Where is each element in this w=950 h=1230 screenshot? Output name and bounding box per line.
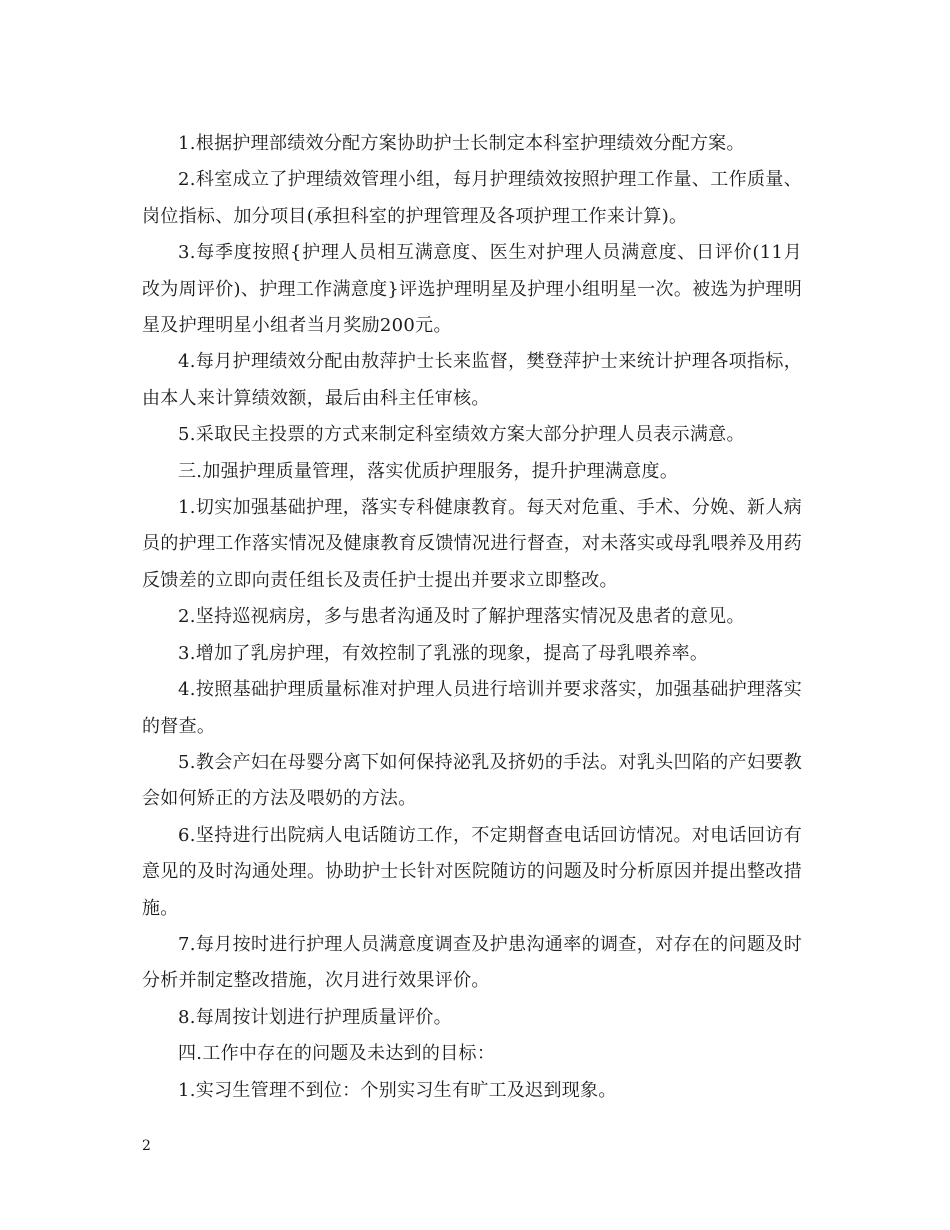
paragraph-1: 1.根据护理部绩效分配方案协助护士长制定本科室护理绩效分配方案。: [178, 133, 745, 154]
paragraph-4: 4.每月护理绩效分配由敖萍护士长来监督，樊登萍护士来统计护理各项指标，由本人来计算绩效额，最后由科主任审核。: [142, 351, 802, 409]
paragraph-5: 5.采取民主投票的方式来制定科室绩效方案大部分护理人员表示满意。: [178, 424, 745, 446]
section-heading-3: 三.加强护理质量管理，落实优质护理服务，提升护理满意度。: [178, 460, 679, 482]
document-body: [142, 126, 802, 1109]
paragraph-10: 5.教会产妇在母婴分离下如何保持泌乳及挤奶的手法。对乳头凹陷的产妇要教会如何矫正的方法及喂奶的方法。: [142, 751, 802, 810]
paragraph-14: 1.实习生管理不到位：个别实习生有旷工及迟到现象。: [178, 1079, 617, 1101]
paragraph-7: 2.坚持巡视病房，多与患者沟通及时了解护理落实情况及患者的意见。: [178, 606, 745, 628]
paragraph-13: 8.每周按计划进行护理质量评价。: [178, 1006, 452, 1028]
paragraph-8: 3.增加了乳房护理，有效控制了乳涨的现象，提高了母乳喂养率。: [178, 642, 709, 664]
paragraph-11: 6.坚持进行出院病人电话随访工作，不定期督查电话回访情况。对电话回访有意见的及时沟通处理。协助护士长针对医院随访的问题及时分析原因并提出整改措施。: [142, 824, 802, 919]
paragraph-12: 7.每月按时进行护理人员满意度调查及护患沟通率的调查，对存在的问题及时分析并制定整改措施，次月进行效果评价。: [142, 933, 802, 992]
section-heading-4: 四.工作中存在的问题及未达到的目标：: [178, 1043, 496, 1065]
paragraph-9: 4.按照基础护理质量标准对护理人员进行培训并要求落实，加强基础护理落实的督查。: [142, 679, 802, 737]
page-number: 2: [142, 1138, 151, 1154]
paragraph-2: 2.科室成立了护理绩效管理小组，每月护理绩效按照护理工作量、工作质量、岗位指标、加分项目(承担科室的护理管理及各项护理工作来计算)。: [142, 169, 802, 227]
paragraph-3: 3.每季度按照{护理人员相互满意度、医生对护理人员满意度、日评价(11月改为周评价)、护理工作满意度}评选护理明星及护理小组明星一次。被选为护理明星及护理明星小组者当月奖励200元。: [142, 242, 802, 337]
paragraph-6: 1.切实加强基础护理，落实专科健康教育。每天对危重、手术、分娩、新人病员的护理工作落实情况及健康教育反馈情况进行督查，对未落实或母乳喂养及用药反馈差的立即向责任组长及责任护士提出并要求立即整改。: [142, 497, 802, 591]
